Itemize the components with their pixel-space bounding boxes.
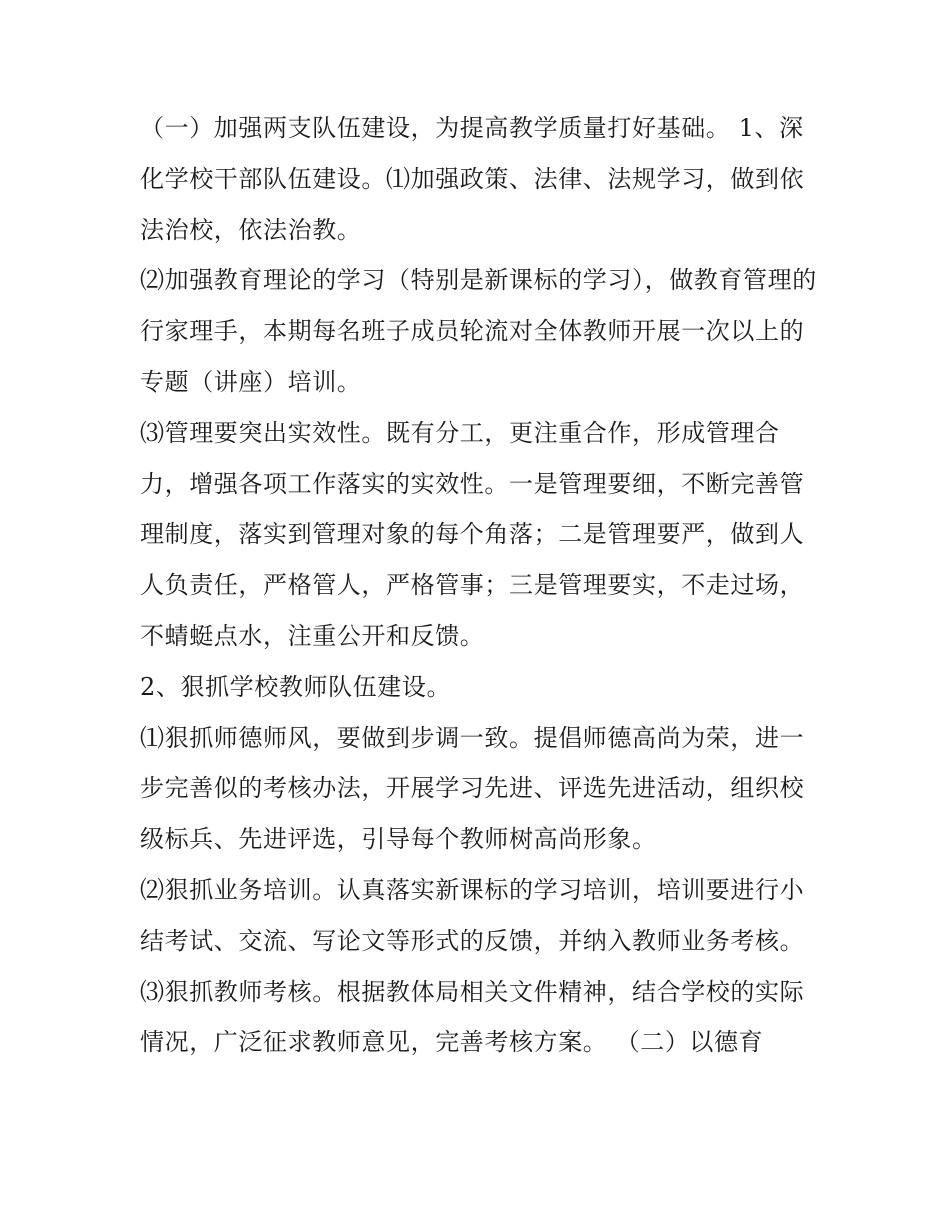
paragraph-7: ⑶狠抓教师考核。根据教体局相关文件精神，结合学校的实际情况，广泛征求教师意见，完善考核方案。 （二）以德育 [140, 977, 805, 1057]
paragraph-6: ⑵狠抓业务培训。认真落实新课标的学习培训，培训要进行小结考试、交流、写论文等形式的反馈，并纳入教师业务考核。 [140, 875, 805, 955]
paragraph-4: 2、狠抓学校教师队伍建设。 [140, 672, 452, 701]
paragraph-2: ⑵加强教育理论的学习（特别是新课标的学习），做教育管理的行家理手，本期每名班子成员轮流对全体教师开展一次以上的专题（讲座）培训。 [140, 266, 817, 396]
paragraph-1: （一）加强两支队伍建设，为提高教学质量打好基础。 1、深化学校干部队伍建设。⑴加强政策、法律、法规学习，做到依法治校，依法治教。 [140, 114, 805, 244]
paragraph-5: ⑴狠抓师德师风，要做到步调一致。提倡师德高尚为荣，进一步完善似的考核办法，开展学习先进、评选先进活动，组织校级标兵、先进评选，引导每个教师树高尚形象。 [140, 723, 805, 854]
document-body [140, 103, 820, 1068]
paragraph-3: ⑶管理要突出实效性。既有分工，更注重合作，形成管理合力，增强各项工作落实的实效性。一是管理要细，不断完善管理制度，落实到管理对象的每个角落；二是管理要严，做到人人负责任，严格管人，严格管事；三是管理要实，不走过场，不蜻蜓点水，注重公开和反馈。 [140, 418, 805, 650]
